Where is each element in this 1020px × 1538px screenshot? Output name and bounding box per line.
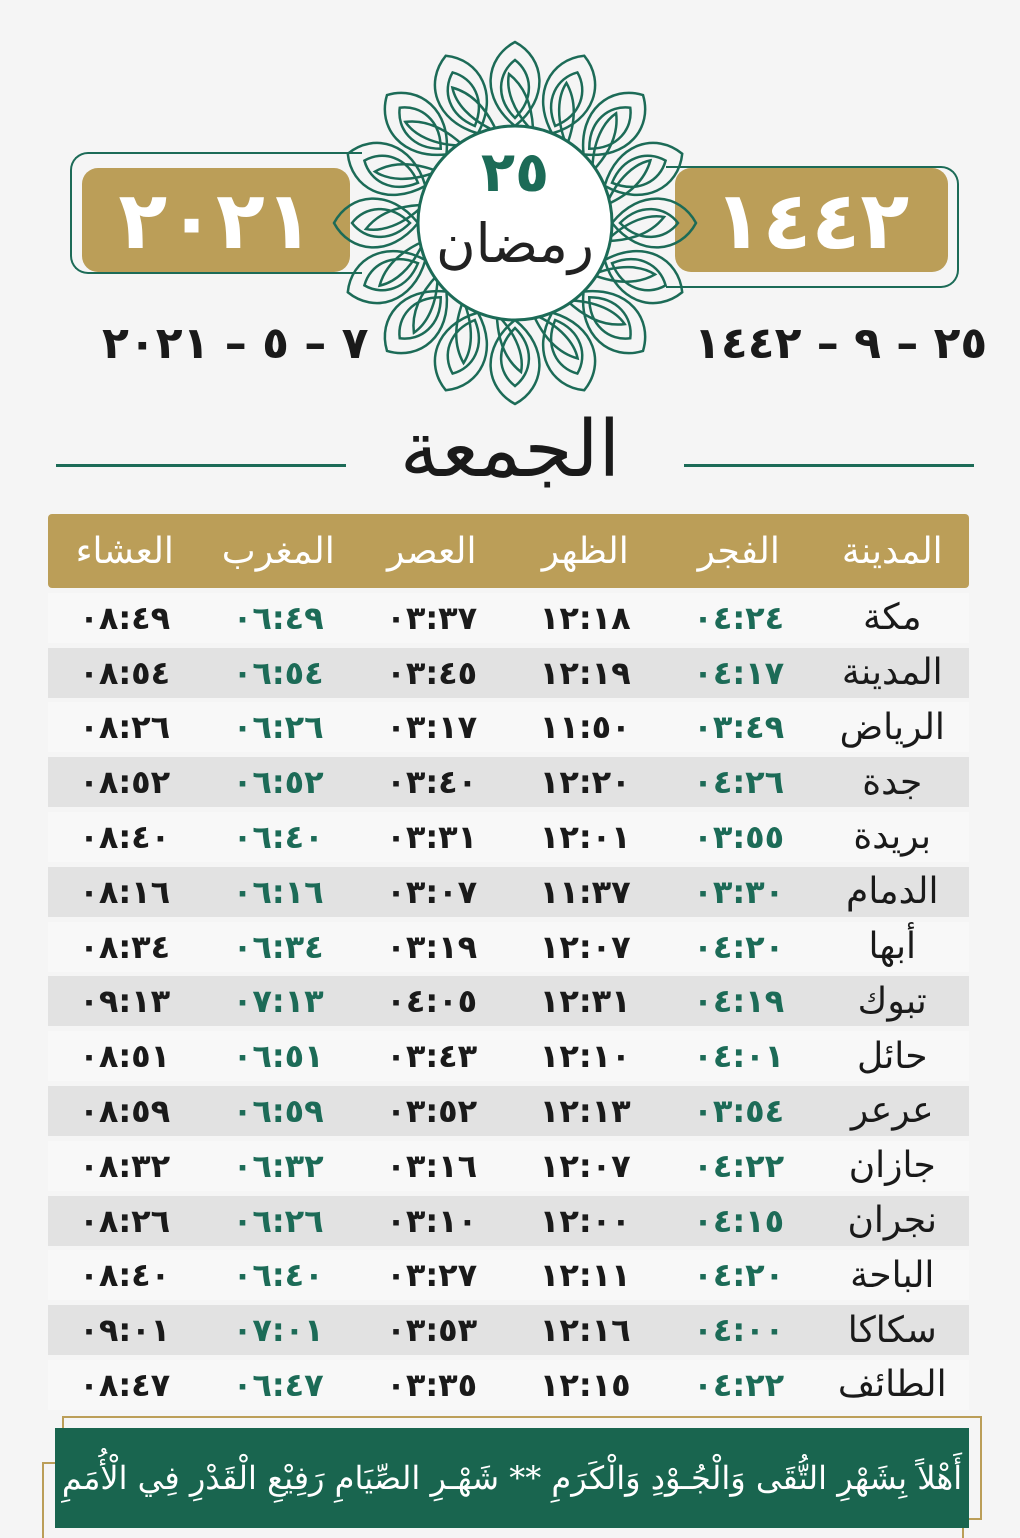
cell-fajr: ٠٣:٥٤: [693, 1091, 785, 1130]
cell-isha: ٠٩:١٣: [79, 982, 171, 1021]
cell-fajr: ٠٤:٢٦: [693, 763, 785, 802]
month-name: رمضان: [436, 212, 594, 275]
cell-asr: ٠٣:٣٧: [386, 598, 478, 637]
footer-verse: أَهْلاً بِشَهْرِ التُّقَى وَالْجُـوْدِ وَالْكَرَمِ ** شَهْـرِ الصِّيَامِ رَفِيْعِ الْقَدْرِ فِي الْأُمَمِ: [55, 1428, 969, 1528]
cell-maghrib: ٠٦:٥٢: [232, 763, 324, 802]
cell-fajr: ٠٤:١٩: [693, 982, 785, 1021]
table-row: [48, 702, 969, 752]
cell-asr: ٠٣:٤٠: [386, 763, 478, 802]
cell-maghrib: ٠٦:٤٧: [232, 1365, 324, 1404]
cell-dhuhr: ١٢:٠١: [539, 817, 631, 856]
cell-city: سكاكا: [847, 1309, 937, 1351]
cell-city: تبوك: [857, 980, 927, 1022]
cell-fajr: ٠٤:١٧: [693, 653, 785, 692]
cell-dhuhr: ١٢:١٥: [539, 1365, 631, 1404]
cell-dhuhr: ١٢:٠٧: [539, 927, 631, 966]
cell-fajr: ٠٤:٢٢: [693, 1146, 785, 1185]
cell-city: جدة: [862, 761, 923, 803]
cell-dhuhr: ١٢:٠٠: [539, 1201, 631, 1240]
day-number: ٢٥: [480, 140, 550, 205]
cell-city: الدمام: [846, 871, 939, 913]
cell-asr: ٠٣:٤٣: [386, 1037, 478, 1076]
cell-city: نجران: [847, 1200, 938, 1242]
table-row: [48, 867, 969, 917]
cell-city: حائل: [856, 1035, 928, 1077]
cell-asr: ٠٣:٣٥: [386, 1365, 478, 1404]
cell-city: أبها: [868, 926, 917, 968]
cell-isha: ٠٨:٥٢: [79, 763, 171, 802]
table-row: [48, 1141, 969, 1191]
cell-fajr: ٠٤:١٥: [693, 1201, 785, 1240]
cell-fajr: ٠٤:٠١: [693, 1037, 785, 1076]
header-maghrib: المغرب: [221, 530, 335, 572]
cell-dhuhr: ١٢:٣١: [539, 982, 631, 1021]
table-row: [48, 757, 969, 807]
cell-city: عرعر: [850, 1090, 934, 1132]
cell-city: الطائف: [837, 1364, 947, 1406]
gregorian-date: ٧ – ٥ – ٢٠٢١: [102, 318, 369, 369]
cell-dhuhr: ١١:٥٠: [539, 708, 631, 747]
header-isha: العشاء: [75, 530, 174, 572]
cell-fajr: ٠٤:٢٠: [693, 1256, 785, 1295]
cell-asr: ٠٣:٥٣: [386, 1311, 478, 1350]
table-row: [48, 1031, 969, 1081]
hijri-year: ١٤٤٢: [675, 168, 948, 272]
cell-dhuhr: ١٢:٢٠: [539, 763, 631, 802]
prayer-times-table: [48, 514, 969, 1410]
divider-left: [56, 464, 346, 467]
cell-maghrib: ٠٧:٠١: [232, 1311, 324, 1350]
cell-fajr: ٠٣:٥٥: [693, 817, 785, 856]
cell-maghrib: ٠٦:٢٦: [232, 708, 324, 747]
day-title: الجمعة: [399, 405, 621, 495]
cell-isha: ٠٨:٢٦: [79, 708, 171, 747]
cell-asr: ٠٤:٠٥: [386, 982, 478, 1021]
table-row: [48, 1305, 969, 1355]
table-row: [48, 922, 969, 972]
cell-city: الباحة: [850, 1254, 935, 1296]
gregorian-year: ٢٠٢١: [82, 168, 350, 272]
cell-maghrib: ٠٦:٣٤: [232, 927, 324, 966]
cell-maghrib: ٠٦:٤٠: [232, 1256, 324, 1295]
table-row: [48, 1360, 969, 1410]
cell-isha: ٠٨:١٦: [79, 872, 171, 911]
cell-fajr: ٠٤:٢٤: [693, 598, 785, 637]
cell-isha: ٠٨:٤٠: [79, 817, 171, 856]
table-row: [48, 1086, 969, 1136]
cell-maghrib: ٠٦:٤٠: [232, 817, 324, 856]
cell-asr: ٠٣:٣١: [386, 817, 478, 856]
cell-dhuhr: ١٢:١١: [539, 1256, 631, 1295]
cell-fajr: ٠٣:٣٠: [693, 872, 785, 911]
table-row: [48, 593, 969, 643]
cell-asr: ٠٣:١٦: [386, 1146, 478, 1185]
cell-dhuhr: ١٢:١٣: [539, 1091, 631, 1130]
cell-fajr: ٠٤:٠٠: [693, 1311, 785, 1350]
cell-asr: ٠٣:١٠: [386, 1201, 478, 1240]
header-fajr: الفجر: [697, 530, 780, 572]
cell-asr: ٠٣:٥٢: [386, 1091, 478, 1130]
cell-asr: ٠٣:٢٧: [386, 1256, 478, 1295]
cell-fajr: ٠٤:٢٢: [693, 1365, 785, 1404]
cell-isha: ٠٨:٣٢: [79, 1146, 171, 1185]
table-row: [48, 1196, 969, 1246]
cell-dhuhr: ١٢:٠٧: [539, 1146, 631, 1185]
cell-city: جازان: [848, 1145, 936, 1187]
cell-fajr: ٠٤:٢٠: [693, 927, 785, 966]
header-dhuhr: الظهر: [541, 530, 629, 572]
table-row: [48, 1250, 969, 1300]
divider-right: [684, 464, 974, 467]
header-city: المدينة: [841, 530, 943, 572]
cell-dhuhr: ١٢:١٨: [539, 598, 631, 637]
cell-isha: ٠٨:٥٩: [79, 1091, 171, 1130]
cell-isha: ٠٨:٤٠: [79, 1256, 171, 1295]
cell-dhuhr: ١٢:١٩: [539, 653, 631, 692]
cell-isha: ٠٨:٢٦: [79, 1201, 171, 1240]
header-asr: العصر: [387, 530, 477, 572]
cell-isha: ٠٨:٥١: [79, 1037, 171, 1076]
cell-city: مكة: [863, 597, 922, 639]
hijri-date: ٢٥ – ٩ – ١٤٤٢: [694, 318, 988, 369]
cell-maghrib: ٠٦:٣٢: [232, 1146, 324, 1185]
table-row: [48, 976, 969, 1026]
cell-isha: ٠٨:٤٩: [79, 598, 171, 637]
table-row: [48, 812, 969, 862]
cell-city: الرياض: [839, 706, 945, 748]
cell-maghrib: ٠٦:١٦: [232, 872, 324, 911]
cell-dhuhr: ١١:٣٧: [539, 872, 631, 911]
cell-city: المدينة: [841, 652, 943, 694]
cell-isha: ٠٩:٠١: [79, 1311, 171, 1350]
cell-maghrib: ٠٧:١٣: [232, 982, 324, 1021]
cell-isha: ٠٨:٤٧: [79, 1365, 171, 1404]
cell-maghrib: ٠٦:٥٤: [232, 653, 324, 692]
cell-asr: ٠٣:١٧: [386, 708, 478, 747]
cell-maghrib: ٠٦:٥١: [232, 1037, 324, 1076]
cell-city: بريدة: [853, 816, 932, 858]
cell-asr: ٠٣:٠٧: [386, 872, 478, 911]
cell-asr: ٠٣:١٩: [386, 927, 478, 966]
cell-maghrib: ٠٦:٢٦: [232, 1201, 324, 1240]
cell-asr: ٠٣:٤٥: [386, 653, 478, 692]
cell-dhuhr: ١٢:١٠: [539, 1037, 631, 1076]
cell-maghrib: ٠٦:٥٩: [232, 1091, 324, 1130]
cell-fajr: ٠٣:٤٩: [693, 708, 785, 747]
table-header: [48, 514, 969, 588]
cell-isha: ٠٨:٣٤: [79, 927, 171, 966]
cell-maghrib: ٠٦:٤٩: [232, 598, 324, 637]
table-row: [48, 648, 969, 698]
cell-dhuhr: ١٢:١٦: [539, 1311, 631, 1350]
cell-isha: ٠٨:٥٤: [79, 653, 171, 692]
